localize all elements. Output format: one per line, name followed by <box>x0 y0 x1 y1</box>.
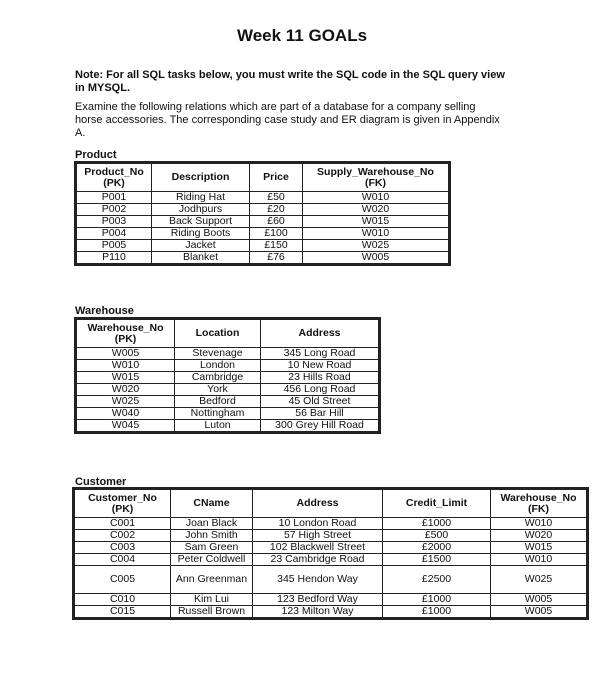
table-cell: 45 Old Street <box>261 396 379 408</box>
warehouse-header-cell <box>261 320 379 348</box>
table-cell: 23 Cambridge Road <box>253 554 383 566</box>
customer-header-cell <box>383 490 491 518</box>
table-cell: Cambridge <box>175 372 261 384</box>
table-cell: £60 <box>250 216 303 228</box>
warehouse-header-text: Warehouse_No <box>87 321 164 334</box>
table-cell: W010 <box>303 228 449 240</box>
table-cell: Nottingham <box>175 408 261 420</box>
table-row <box>75 554 587 566</box>
table-row <box>77 420 379 432</box>
product-header-text: Product_No <box>84 165 144 178</box>
product-header-text: Supply_Warehouse_No <box>317 165 434 178</box>
table-cell: W005 <box>491 594 587 606</box>
table-cell: 102 Blackwell Street <box>253 542 383 554</box>
table-cell: John Smith <box>171 530 253 542</box>
table-cell: London <box>175 360 261 372</box>
table-row <box>75 518 587 530</box>
table-cell: C002 <box>75 530 171 542</box>
table-cell: W025 <box>303 240 449 252</box>
product-header-text: Description <box>171 171 230 183</box>
table-row <box>75 594 587 606</box>
table-cell: 123 Milton Way <box>253 606 383 618</box>
customer-header-cell <box>491 490 587 518</box>
table-cell: £76 <box>250 252 303 264</box>
warehouse-header-cell <box>175 320 261 348</box>
sql-note: Note: For all SQL tasks below, you must write the SQL code in the SQL query view in MYSQL. <box>75 69 505 94</box>
table-cell: Riding Boots <box>152 228 250 240</box>
customer-header-text: (PK) <box>111 502 134 515</box>
table-cell: Jodhpurs <box>152 204 250 216</box>
table-cell: 345 Hendon Way <box>253 566 383 594</box>
table-cell: 345 Long Road <box>261 348 379 360</box>
table-cell: £150 <box>250 240 303 252</box>
table-cell: £50 <box>250 192 303 204</box>
table-cell: £1000 <box>383 594 491 606</box>
customer-header-cell <box>75 490 171 518</box>
customer-header-text: Customer_No <box>88 491 157 504</box>
product-header-row <box>77 164 449 192</box>
table-cell: W005 <box>77 348 175 360</box>
table-cell: 23 Hills Road <box>261 372 379 384</box>
table-cell: C001 <box>75 518 171 530</box>
table-cell: W025 <box>77 396 175 408</box>
customer-table <box>74 489 587 618</box>
table-cell: Blanket <box>152 252 250 264</box>
table-row <box>77 204 449 216</box>
table-cell: W015 <box>77 372 175 384</box>
table-row <box>77 252 449 264</box>
table-cell: 456 Long Road <box>261 384 379 396</box>
table-row <box>77 384 379 396</box>
product-header-text: (FK) <box>365 176 386 189</box>
table-row <box>75 606 587 618</box>
table-cell: P002 <box>77 204 152 216</box>
table-cell: C003 <box>75 542 171 554</box>
table-cell: P001 <box>77 192 152 204</box>
table-cell: Sam Green <box>171 542 253 554</box>
table-cell: £500 <box>383 530 491 542</box>
table-row <box>77 228 449 240</box>
table-cell: 56 Bar Hill <box>261 408 379 420</box>
table-cell: 123 Bedford Way <box>253 594 383 606</box>
table-cell: W040 <box>77 408 175 420</box>
table-cell: P003 <box>77 216 152 228</box>
table-cell: Riding Hat <box>152 192 250 204</box>
customer-header-text: Credit_Limit <box>405 497 468 509</box>
table-row <box>75 566 587 594</box>
table-cell: W005 <box>303 252 449 264</box>
customer-header-cell <box>171 490 253 518</box>
table-cell: 300 Grey Hill Road <box>261 420 379 432</box>
warehouse-table <box>76 319 379 432</box>
table-row <box>75 542 587 554</box>
table-cell: W010 <box>303 192 449 204</box>
table-row <box>75 530 587 542</box>
table-cell: £20 <box>250 204 303 216</box>
table-cell: Bedford <box>175 396 261 408</box>
table-cell: W045 <box>77 420 175 432</box>
table-row <box>77 216 449 228</box>
table-cell: £1000 <box>383 606 491 618</box>
table-cell: 10 London Road <box>253 518 383 530</box>
intro-paragraph: Examine the following relations which are part of a database for a company selling horse accessories. The corresponding case study and ER diagram is given in Appendix A. <box>75 101 500 139</box>
customer-header-cell <box>253 490 383 518</box>
customer-header-row <box>75 490 587 518</box>
product-header-cell <box>77 164 152 192</box>
warehouse-label: Warehouse <box>75 305 134 317</box>
table-row <box>77 240 449 252</box>
product-header-cell <box>152 164 250 192</box>
table-row <box>77 360 379 372</box>
table-row <box>77 348 379 360</box>
product-header-text: (PK) <box>103 176 125 189</box>
table-cell: 10 New Road <box>261 360 379 372</box>
customer-header-text: Warehouse_No <box>500 491 577 504</box>
table-row <box>77 192 449 204</box>
table-cell: W010 <box>491 518 587 530</box>
product-header-cell <box>303 164 449 192</box>
table-cell: Ann Greenman <box>171 566 253 594</box>
table-cell: £100 <box>250 228 303 240</box>
customer-header-text: (FK) <box>528 502 549 515</box>
table-cell: £1000 <box>383 518 491 530</box>
warehouse-header-row <box>77 320 379 348</box>
warehouse-header-text: Location <box>195 327 240 339</box>
table-cell: W020 <box>77 384 175 396</box>
table-cell: W015 <box>303 216 449 228</box>
customer-header-text: CName <box>193 497 230 509</box>
table-cell: W005 <box>491 606 587 618</box>
table-cell: Peter Coldwell <box>171 554 253 566</box>
product-header-cell <box>250 164 303 192</box>
table-cell: W010 <box>491 554 587 566</box>
table-cell: £2000 <box>383 542 491 554</box>
table-cell: Jacket <box>152 240 250 252</box>
product-label: Product <box>75 149 117 161</box>
table-cell: Russell Brown <box>171 606 253 618</box>
table-cell: £2500 <box>383 566 491 594</box>
table-cell: C010 <box>75 594 171 606</box>
product-header-text: Price <box>263 171 289 183</box>
page-title: Week 11 GOALs <box>236 26 368 45</box>
table-cell: C015 <box>75 606 171 618</box>
customer-header-text: Address <box>296 497 339 509</box>
warehouse-header-text: Address <box>298 327 341 339</box>
table-cell: Kim Lui <box>171 594 253 606</box>
warehouse-header-text: (PK) <box>114 332 137 345</box>
table-cell: Luton <box>175 420 261 432</box>
customer-label: Customer <box>75 476 127 488</box>
table-cell: P005 <box>77 240 152 252</box>
product-table <box>76 163 449 264</box>
table-cell: W020 <box>303 204 449 216</box>
table-cell: W025 <box>491 566 587 594</box>
table-cell: P110 <box>77 252 152 264</box>
table-cell: Stevenage <box>175 348 261 360</box>
table-cell: W020 <box>491 530 587 542</box>
table-cell: Back Support <box>152 216 250 228</box>
table-cell: 57 High Street <box>253 530 383 542</box>
table-cell: C004 <box>75 554 171 566</box>
table-row <box>77 396 379 408</box>
table-row <box>77 372 379 384</box>
table-cell: Joan Black <box>171 518 253 530</box>
table-cell: £1500 <box>383 554 491 566</box>
table-cell: C005 <box>75 566 171 594</box>
table-cell: W010 <box>77 360 175 372</box>
table-cell: W015 <box>491 542 587 554</box>
table-cell: York <box>175 384 261 396</box>
table-row <box>77 408 379 420</box>
warehouse-header-cell <box>77 320 175 348</box>
table-cell: P004 <box>77 228 152 240</box>
